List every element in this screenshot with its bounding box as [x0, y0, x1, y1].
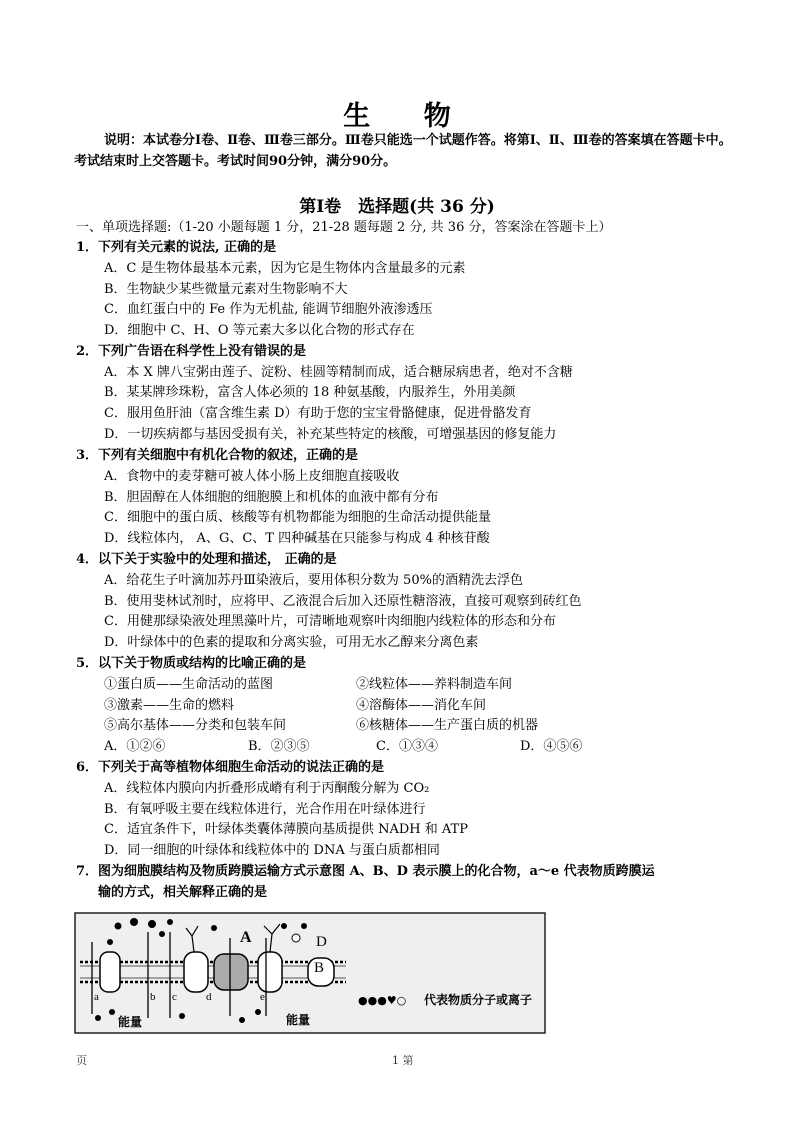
- membrane-transport-diagram: [74, 912, 546, 1034]
- question-1-option-b: B．生物缺少某些微量元素对生物影响不大: [104, 282, 348, 297]
- question-3-option-a: A．食物中的麦芽糖可被人体小肠上皮细胞直接吸收: [104, 469, 400, 484]
- question-6-option-b: B．有氧呼吸主要在线粒体进行，光合作用在叶绿体进行: [104, 802, 426, 817]
- footer-left: 页: [76, 1054, 87, 1067]
- question-3-option-c: C．细胞中的蛋白质、核酸等有机物都能为细胞的生命活动提供能量: [104, 510, 491, 525]
- question-1-option-c: C．血红蛋白中的 Fe 作为无机盐, 能调节细胞外液渗透压: [104, 302, 433, 317]
- energy-label-2: 能量: [286, 1013, 311, 1027]
- question-5-choice-d: D．④⑤⑥: [520, 739, 583, 754]
- question-6-option-d: D．同一细胞的叶绿体和线粒体中的 DNA 与蛋白质都相同: [104, 843, 440, 858]
- arrow-label-d: d: [206, 991, 212, 1003]
- question-5-choice-c: C．①③④: [376, 739, 438, 754]
- question-2-option-c: C．服用鱼肝油（富含维生素 D）有助于您的宝宝骨骼健康，促进骨骼发育: [104, 406, 532, 421]
- question-6-stem: 6．下列关于高等植物体细胞生命活动的说法正确的是: [76, 760, 385, 775]
- page-title: 生 物: [343, 101, 473, 132]
- arrow-label-c: c: [172, 991, 177, 1003]
- question-2-option-a: A．本 X 牌八宝粥由莲子、淀粉、桂圆等精制而成，适合糖尿病患者，绝对不含糖: [104, 365, 573, 380]
- section-instructions: 一、单项选择题:（1-20 小题每题 1 分，21-28 题每题 2 分, 共 36 分，答案涂在答题卡上）: [76, 220, 612, 235]
- question-5-stem: 5．以下关于物质或结构的比喻正确的是: [76, 656, 307, 671]
- question-1-option-a: A．C 是生物体最基本元素，因为它是生物体内含量最多的元素: [104, 261, 466, 276]
- question-2-option-d: D．一切疾病都与基因受损有关，补充某些特定的核酸，可增强基因的修复能力: [104, 427, 557, 442]
- question-3-option-b: B．胆固醇在人体细胞的细胞膜上和机体的血液中都有分布: [104, 490, 439, 505]
- question-4-stem: 4．以下关于实验中的处理和描述， 正确的是: [76, 552, 337, 567]
- question-5-item-5: ⑤高尔基体——分类和包装车间: [104, 718, 287, 733]
- question-6-option-c: C．适宜条件下，叶绿体类囊体薄膜向基质提供 NADH 和 ATP: [104, 822, 468, 837]
- question-5-item-2: ②线粒体——养料制造车间: [356, 677, 513, 692]
- energy-label-1: 能量: [118, 1015, 143, 1029]
- legend-symbols: ●●●♥○: [358, 994, 407, 1007]
- question-4-option-d: D．叶绿体中的色素的提取和分离实验，可用无水乙醇来分离色素: [104, 635, 479, 650]
- question-2-option-b: B．某某牌珍珠粉，富含人体必须的 18 种氨基酸，内服养生，外用美颜: [104, 385, 516, 400]
- question-5-item-6: ⑥核糖体——生产蛋白质的机器: [356, 718, 539, 733]
- question-7-stem-line-1: 7．图为细胞膜结构及物质跨膜运输方式示意图 A、B、D 表示膜上的化合物，a～e 代表物质跨膜运: [76, 864, 655, 879]
- label-B: B: [314, 960, 325, 976]
- question-5-choice-b: B．②③⑤: [248, 739, 310, 754]
- footer-page-number: 1 第: [392, 1054, 414, 1067]
- question-4-option-a: A．给花生子叶滴加苏丹Ⅲ染液后，要用体积分数为 50%的酒精洗去浮色: [104, 573, 523, 588]
- question-4-option-c: C．用健那绿染液处理黑藻叶片，可清晰地观察叶肉细胞内线粒体的形态和分布: [104, 614, 556, 629]
- question-5-item-1: ①蛋白质——生命活动的蓝图: [104, 677, 274, 692]
- question-5-choice-a: A．①②⑥: [104, 739, 166, 754]
- question-5-item-3: ③激素——生命的燃料: [104, 698, 235, 713]
- question-6-option-a: A．线粒体内膜向内折叠形成嵴有利于丙酮酸分解为 CO₂: [104, 781, 430, 796]
- question-7-stem-line-2: 输的方式，相关解释正确的是: [98, 885, 268, 900]
- question-5-item-4: ④溶酶体——消化车间: [356, 698, 487, 713]
- label-A: A: [240, 929, 252, 946]
- question-2-stem: 2．下列广告语在科学性上没有错误的是: [76, 344, 307, 359]
- arrow-label-b: b: [150, 991, 156, 1003]
- arrow-label-e: e: [260, 991, 265, 1003]
- question-1-option-d: D．细胞中 C、H、O 等元素大多以化合物的形式存在: [104, 323, 415, 338]
- question-3-stem: 3．下列有关细胞中有机化合物的叙述，正确的是: [76, 448, 359, 463]
- arrow-label-a: a: [94, 991, 99, 1003]
- label-D: D: [316, 934, 327, 950]
- exam-instructions: 说明：本试卷分Ⅰ卷、Ⅱ卷、Ⅲ卷三部分。Ⅲ卷只能选一个试题作答。将第Ⅰ、Ⅱ、Ⅲ卷的答案填在答题卡中。考试结束时上交答题卡。考试时间90分钟，满分90分。: [74, 133, 732, 169]
- question-4-option-b: B．使用斐林试剂时，应将甲、乙液混合后加入还原性糖溶液，直接可观察到砖红色: [104, 594, 582, 609]
- question-3-option-d: D．线粒体内， A、G、C、T 四种碱基在只能参与构成 4 种核苷酸: [104, 531, 490, 546]
- section-title: 第Ⅰ卷 选择题(共 36 分): [299, 197, 495, 217]
- question-1-stem: 1．下列有关元素的说法, 正确的是: [76, 240, 277, 255]
- legend-text: 代表物质分子或离子: [424, 993, 533, 1007]
